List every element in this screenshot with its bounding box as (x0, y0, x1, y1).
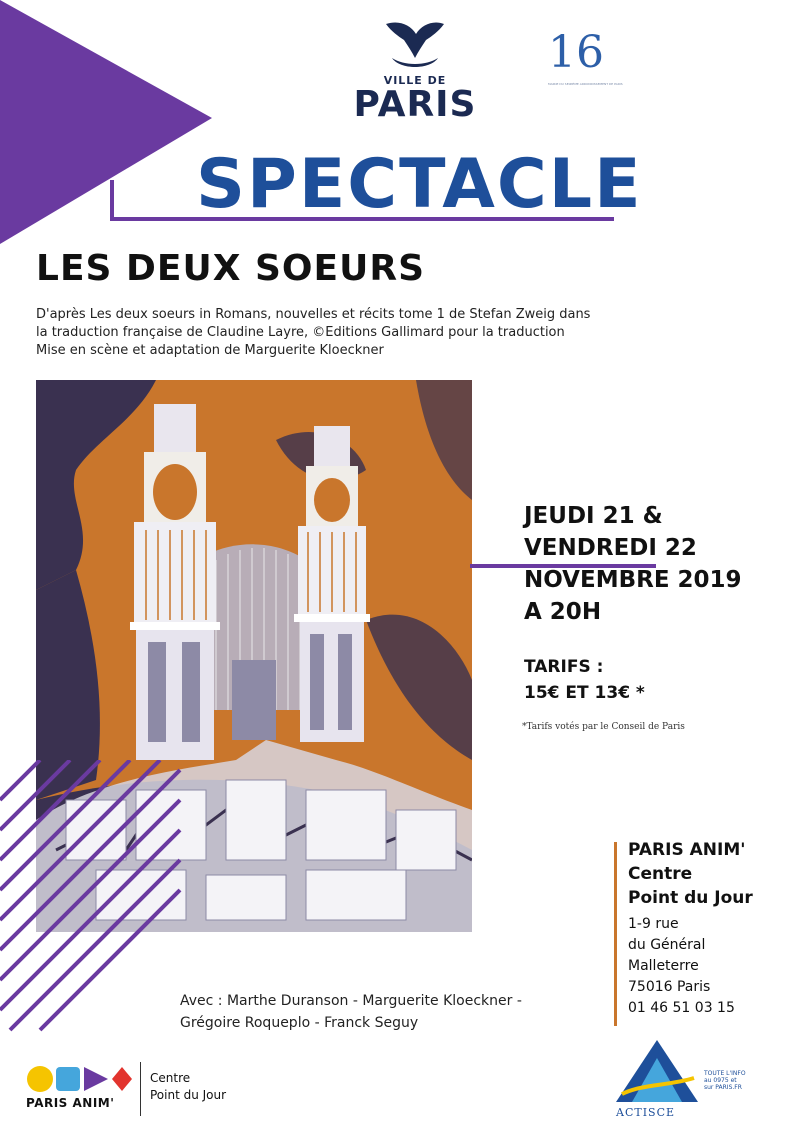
venue-name-line: Centre (628, 864, 693, 884)
address-line: Malleterre (628, 958, 699, 974)
mairie-number: 16 (548, 27, 604, 78)
tarifs-value: 15€ ET 13€ * (524, 683, 645, 703)
date-line: VENDREDI 22 (524, 535, 697, 561)
tarifs-note: *Tarifs votés par le Conseil de Paris (522, 722, 685, 732)
credits-line: D'après Les deux soeurs in Romans, nouvelles et récits tome 1 de Stefan Zweig dans (36, 307, 591, 322)
event-date (524, 500, 742, 628)
venue-accent-bar (614, 842, 617, 1026)
centre-line: Centre (150, 1071, 191, 1085)
paris-anim-divider (140, 1062, 141, 1116)
play-title: LES DEUX SOEURS (36, 248, 425, 289)
cast-line: Grégoire Roqueplo - Franck Seguy (180, 1015, 419, 1031)
purple-stripes-decoration (0, 760, 190, 1040)
credits-line: la traduction française de Claudine Layre, ©Editions Gallimard pour la traduction (36, 325, 565, 340)
actisce-logo (612, 1036, 792, 1120)
paris-label: PARIS (353, 84, 477, 125)
actisce-triangle-icon (612, 1036, 702, 1106)
tag-line: sur PARIS.FR (704, 1084, 742, 1091)
venue-name-line: Point du Jour (628, 888, 753, 908)
tag-line: au 0975 et (704, 1077, 737, 1084)
paris-anim-centre (150, 1070, 226, 1104)
mairie-caption: MAIRIE DU SEIZIÈME ARRONDISSEMENT DE PARIS (548, 82, 623, 86)
date-line: NOVEMBRE 2019 (524, 567, 742, 593)
address-line: du Général (628, 937, 706, 953)
venue-address (628, 914, 753, 1019)
actisce-name: ACTISCE (616, 1106, 676, 1119)
paris-anim-shapes-icon (26, 1064, 136, 1094)
ville-de-label: VILLE DE (383, 74, 447, 87)
venue-name-line: PARIS ANIM' (628, 840, 746, 860)
tag-line: TOUTE L'INFO (704, 1070, 746, 1077)
tarifs-block (524, 654, 645, 706)
category-title: SPECTACLE (196, 145, 643, 224)
address-line: 75016 Paris (628, 979, 711, 995)
actisce-tagline (704, 1070, 746, 1091)
date-line: A 20H (524, 599, 602, 625)
play-credits (36, 306, 626, 360)
tarifs-label: TARIFS : (524, 657, 604, 677)
venue-block (628, 838, 753, 1019)
date-line: JEUDI 21 & (524, 503, 663, 529)
address-line: 1-9 rue (628, 916, 679, 932)
cast-list (180, 990, 522, 1034)
venue-phone: 01 46 51 03 15 (628, 1000, 735, 1016)
paris-anim-label: PARIS ANIM' (26, 1096, 115, 1110)
cast-line: Avec : Marthe Duranson - Marguerite Kloeckner - (180, 993, 522, 1009)
venue-name (628, 838, 753, 910)
credits-line: Mise en scène et adaptation de Marguerite Kloeckner (36, 343, 384, 358)
centre-line: Point du Jour (150, 1088, 227, 1102)
paris-anim-logo (22, 1060, 262, 1116)
